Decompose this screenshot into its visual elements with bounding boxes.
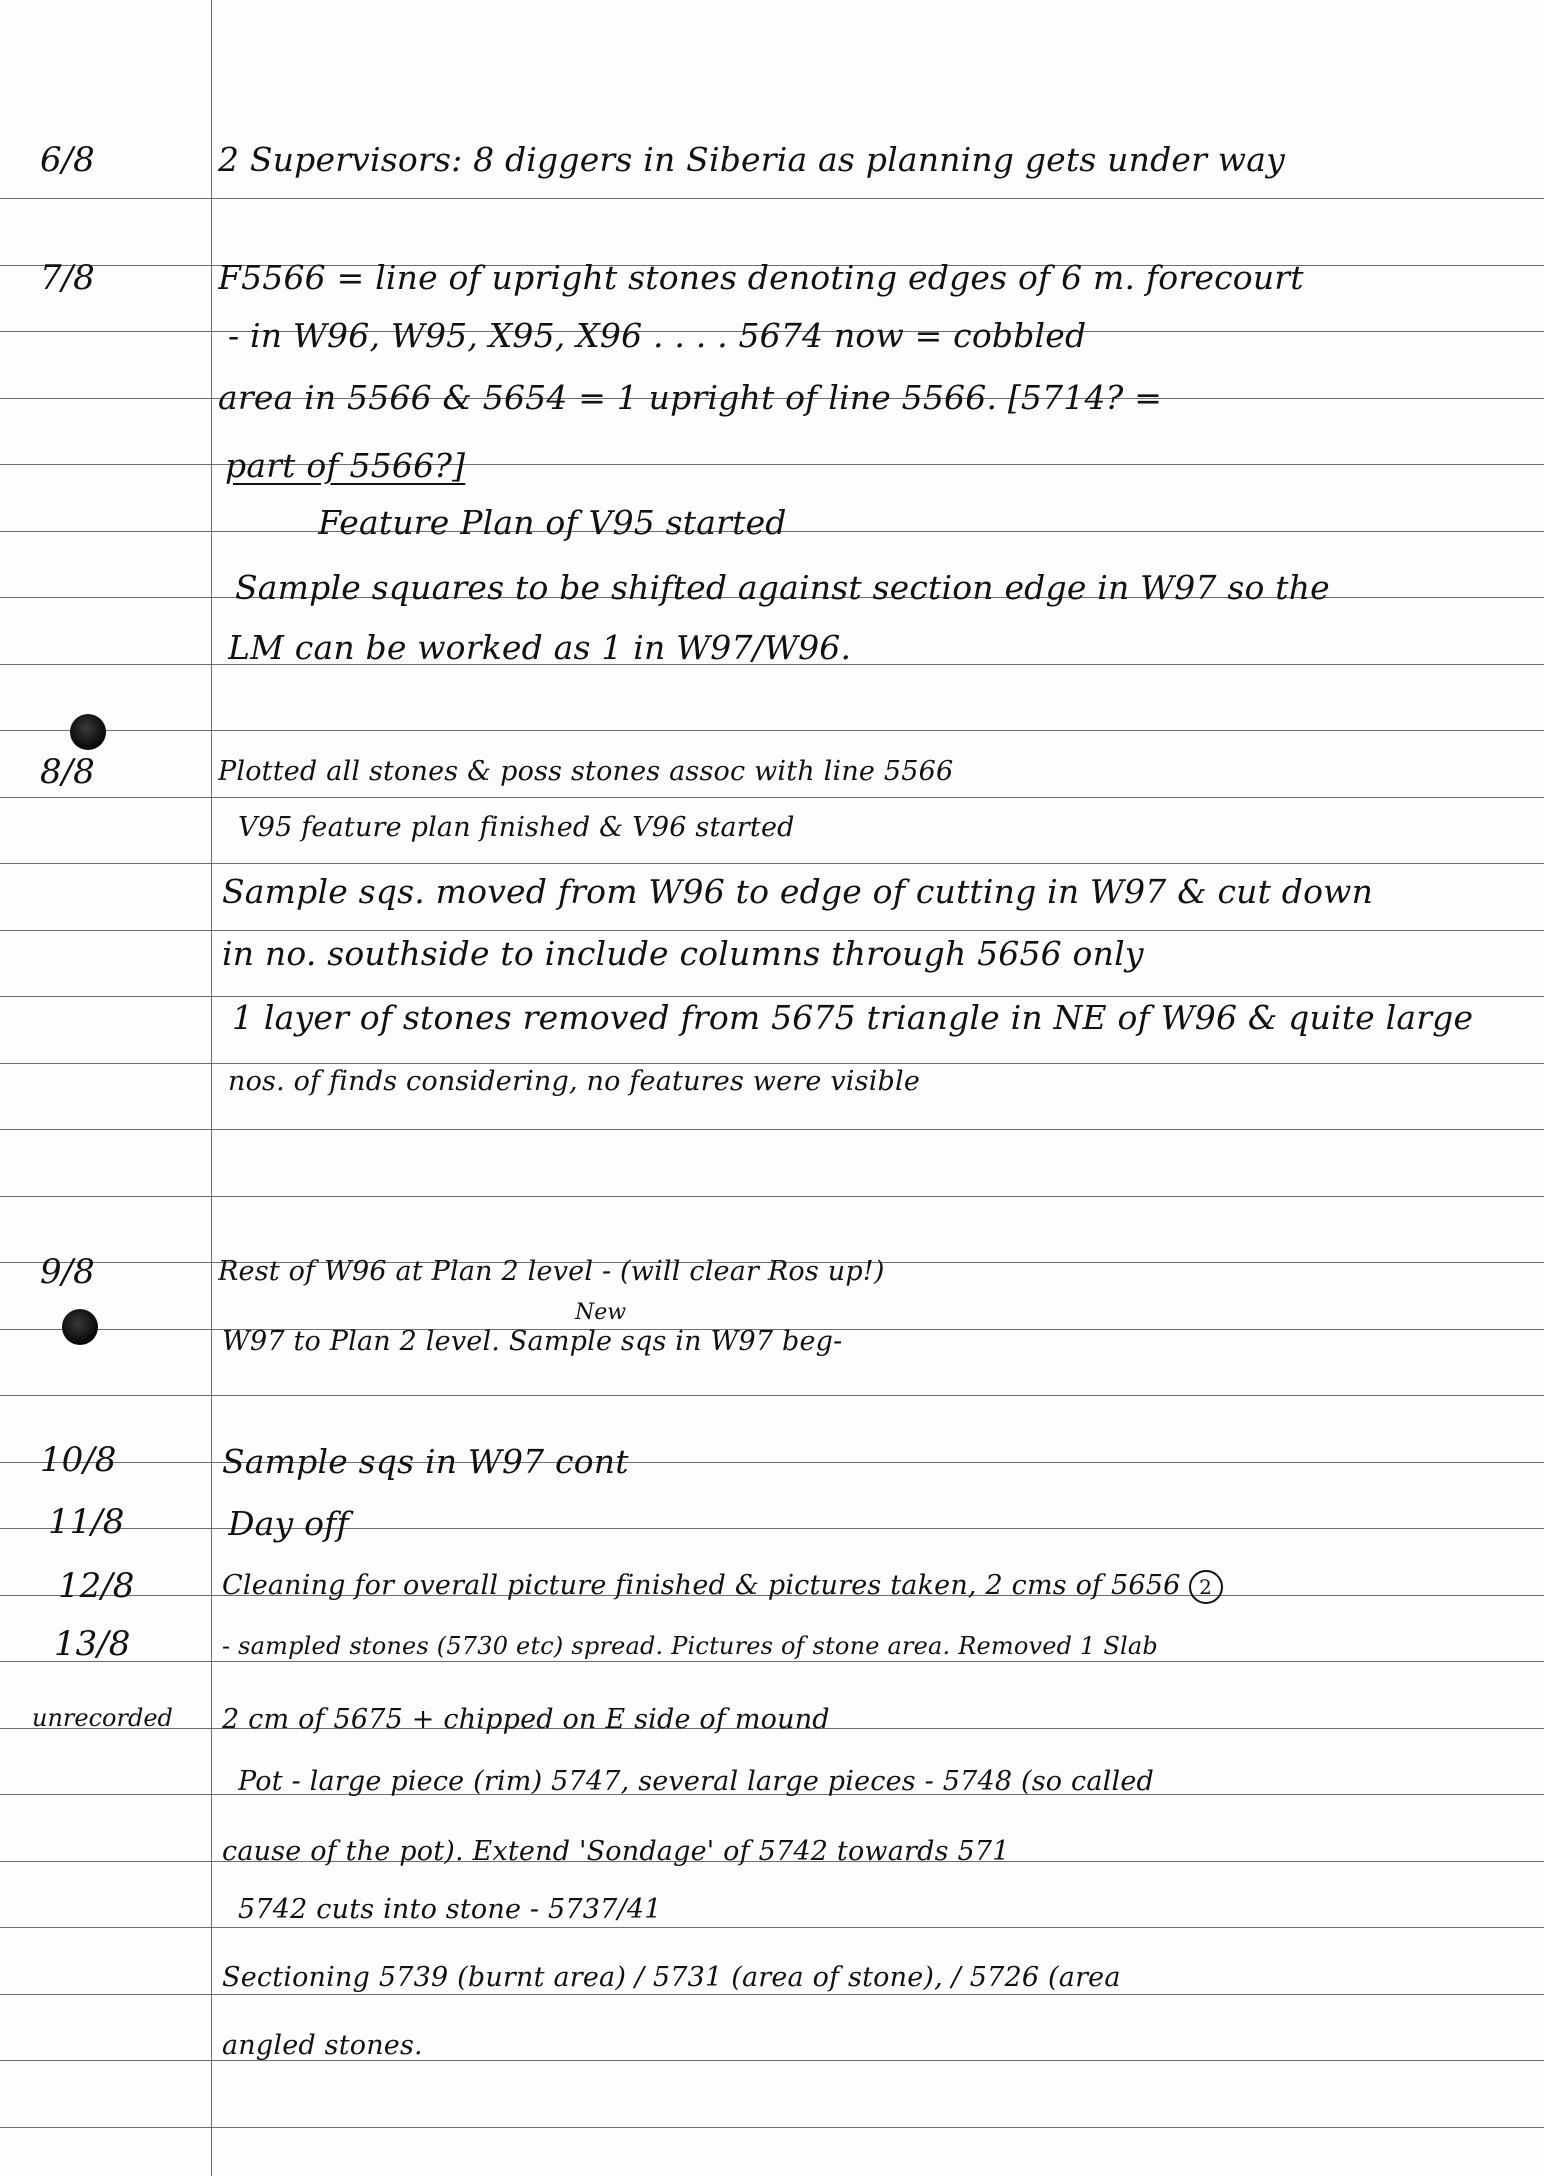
- ruled-line: [0, 797, 1544, 798]
- entry-line: cause of the pot). Extend 'Sondage' of 5742 towards 571: [222, 1836, 1010, 1867]
- entry-line: - in W96, W95, X95, X96 . . . . 5674 now = cobbled: [228, 316, 1087, 355]
- circled-number: 2: [1189, 1570, 1223, 1604]
- ruled-line: [0, 1661, 1544, 1662]
- ruled-line: [0, 1395, 1544, 1396]
- punch-hole-bottom: [62, 1309, 98, 1345]
- entry-line: in no. southside to include columns through 5656 only: [222, 934, 1144, 973]
- entry-line: F5566 = line of upright stones denoting edges of 6 m. forecourt: [218, 258, 1304, 297]
- entry-line: Sample sqs in W97 cont: [222, 1442, 629, 1481]
- ruled-line: [0, 996, 1544, 997]
- entry-line: - sampled stones (5730 etc) spread. Pictures of stone area. Removed 1 Slab: [222, 1632, 1158, 1660]
- ruled-line: [0, 2127, 1544, 2128]
- entry-line: Sample sqs. moved from W96 to edge of cutting in W97 & cut down: [222, 872, 1374, 911]
- entry-line: Day off: [228, 1504, 349, 1543]
- entry-date: 7/8: [40, 258, 95, 298]
- ruled-line: [0, 1927, 1544, 1928]
- ruled-line: [0, 198, 1544, 199]
- entry-date: 10/8: [40, 1440, 117, 1480]
- entry-line: 5742 cuts into stone - 5737/41: [238, 1894, 662, 1925]
- entry-line: Rest of W96 at Plan 2 level - (will clear Ros up!): [218, 1256, 885, 1287]
- entry-line: Feature Plan of V95 started: [318, 503, 787, 542]
- ruled-line: [0, 930, 1544, 931]
- entry-line: 2 cm of 5675 + chipped on E side of mound: [222, 1704, 830, 1735]
- entry-line: V95 feature plan finished & V96 started: [238, 812, 795, 843]
- ruled-line: [0, 1063, 1544, 1064]
- entry-line: Cleaning for overall picture finished & pictures taken, 2 cms of 5656: [222, 1570, 1181, 1601]
- entry-line: Sample squares to be shifted against section edge in W97 so the: [235, 568, 1330, 607]
- entry-line: area in 5566 & 5654 = 1 upright of line 5566. [5714? =: [218, 378, 1163, 417]
- entry-line: LM can be worked as 1 in W97/W96.: [228, 628, 852, 667]
- entry-date: 12/8: [58, 1566, 135, 1606]
- entry-date: unrecorded: [32, 1704, 173, 1732]
- entry-date: 13/8: [54, 1624, 131, 1664]
- entry-date: 11/8: [48, 1502, 125, 1542]
- insertion-mark: New: [575, 1300, 627, 1325]
- entry-date: 8/8: [40, 752, 95, 792]
- entry-line: part of 5566?]: [225, 446, 466, 485]
- entry-date: 6/8: [40, 140, 95, 180]
- ruled-line: [0, 730, 1544, 731]
- ruled-line: [0, 1129, 1544, 1130]
- ruled-line: [0, 863, 1544, 864]
- entry-line: Sectioning 5739 (burnt area) / 5731 (area of stone), / 5726 (area: [222, 1962, 1121, 1993]
- ruled-line: [0, 1196, 1544, 1197]
- margin-line: [211, 0, 212, 2176]
- punch-hole-top: [70, 714, 106, 750]
- ruled-line: [0, 1994, 1544, 1995]
- entry-date: 9/8: [40, 1252, 95, 1292]
- entry-line: Pot - large piece (rim) 5747, several large pieces - 5748 (so called: [238, 1766, 1154, 1797]
- entry-line: 2 Supervisors: 8 diggers in Siberia as planning gets under way: [218, 140, 1285, 179]
- entry-line: nos. of finds considering, no features were visible: [228, 1066, 921, 1097]
- entry-line: Plotted all stones & poss stones assoc with line 5566: [218, 756, 954, 787]
- entry-line: W97 to Plan 2 level. Sample sqs in W97 beg-: [222, 1326, 843, 1357]
- entry-line: 1 layer of stones removed from 5675 triangle in NE of W96 & quite large: [232, 998, 1474, 1037]
- entry-line: angled stones.: [222, 2030, 423, 2061]
